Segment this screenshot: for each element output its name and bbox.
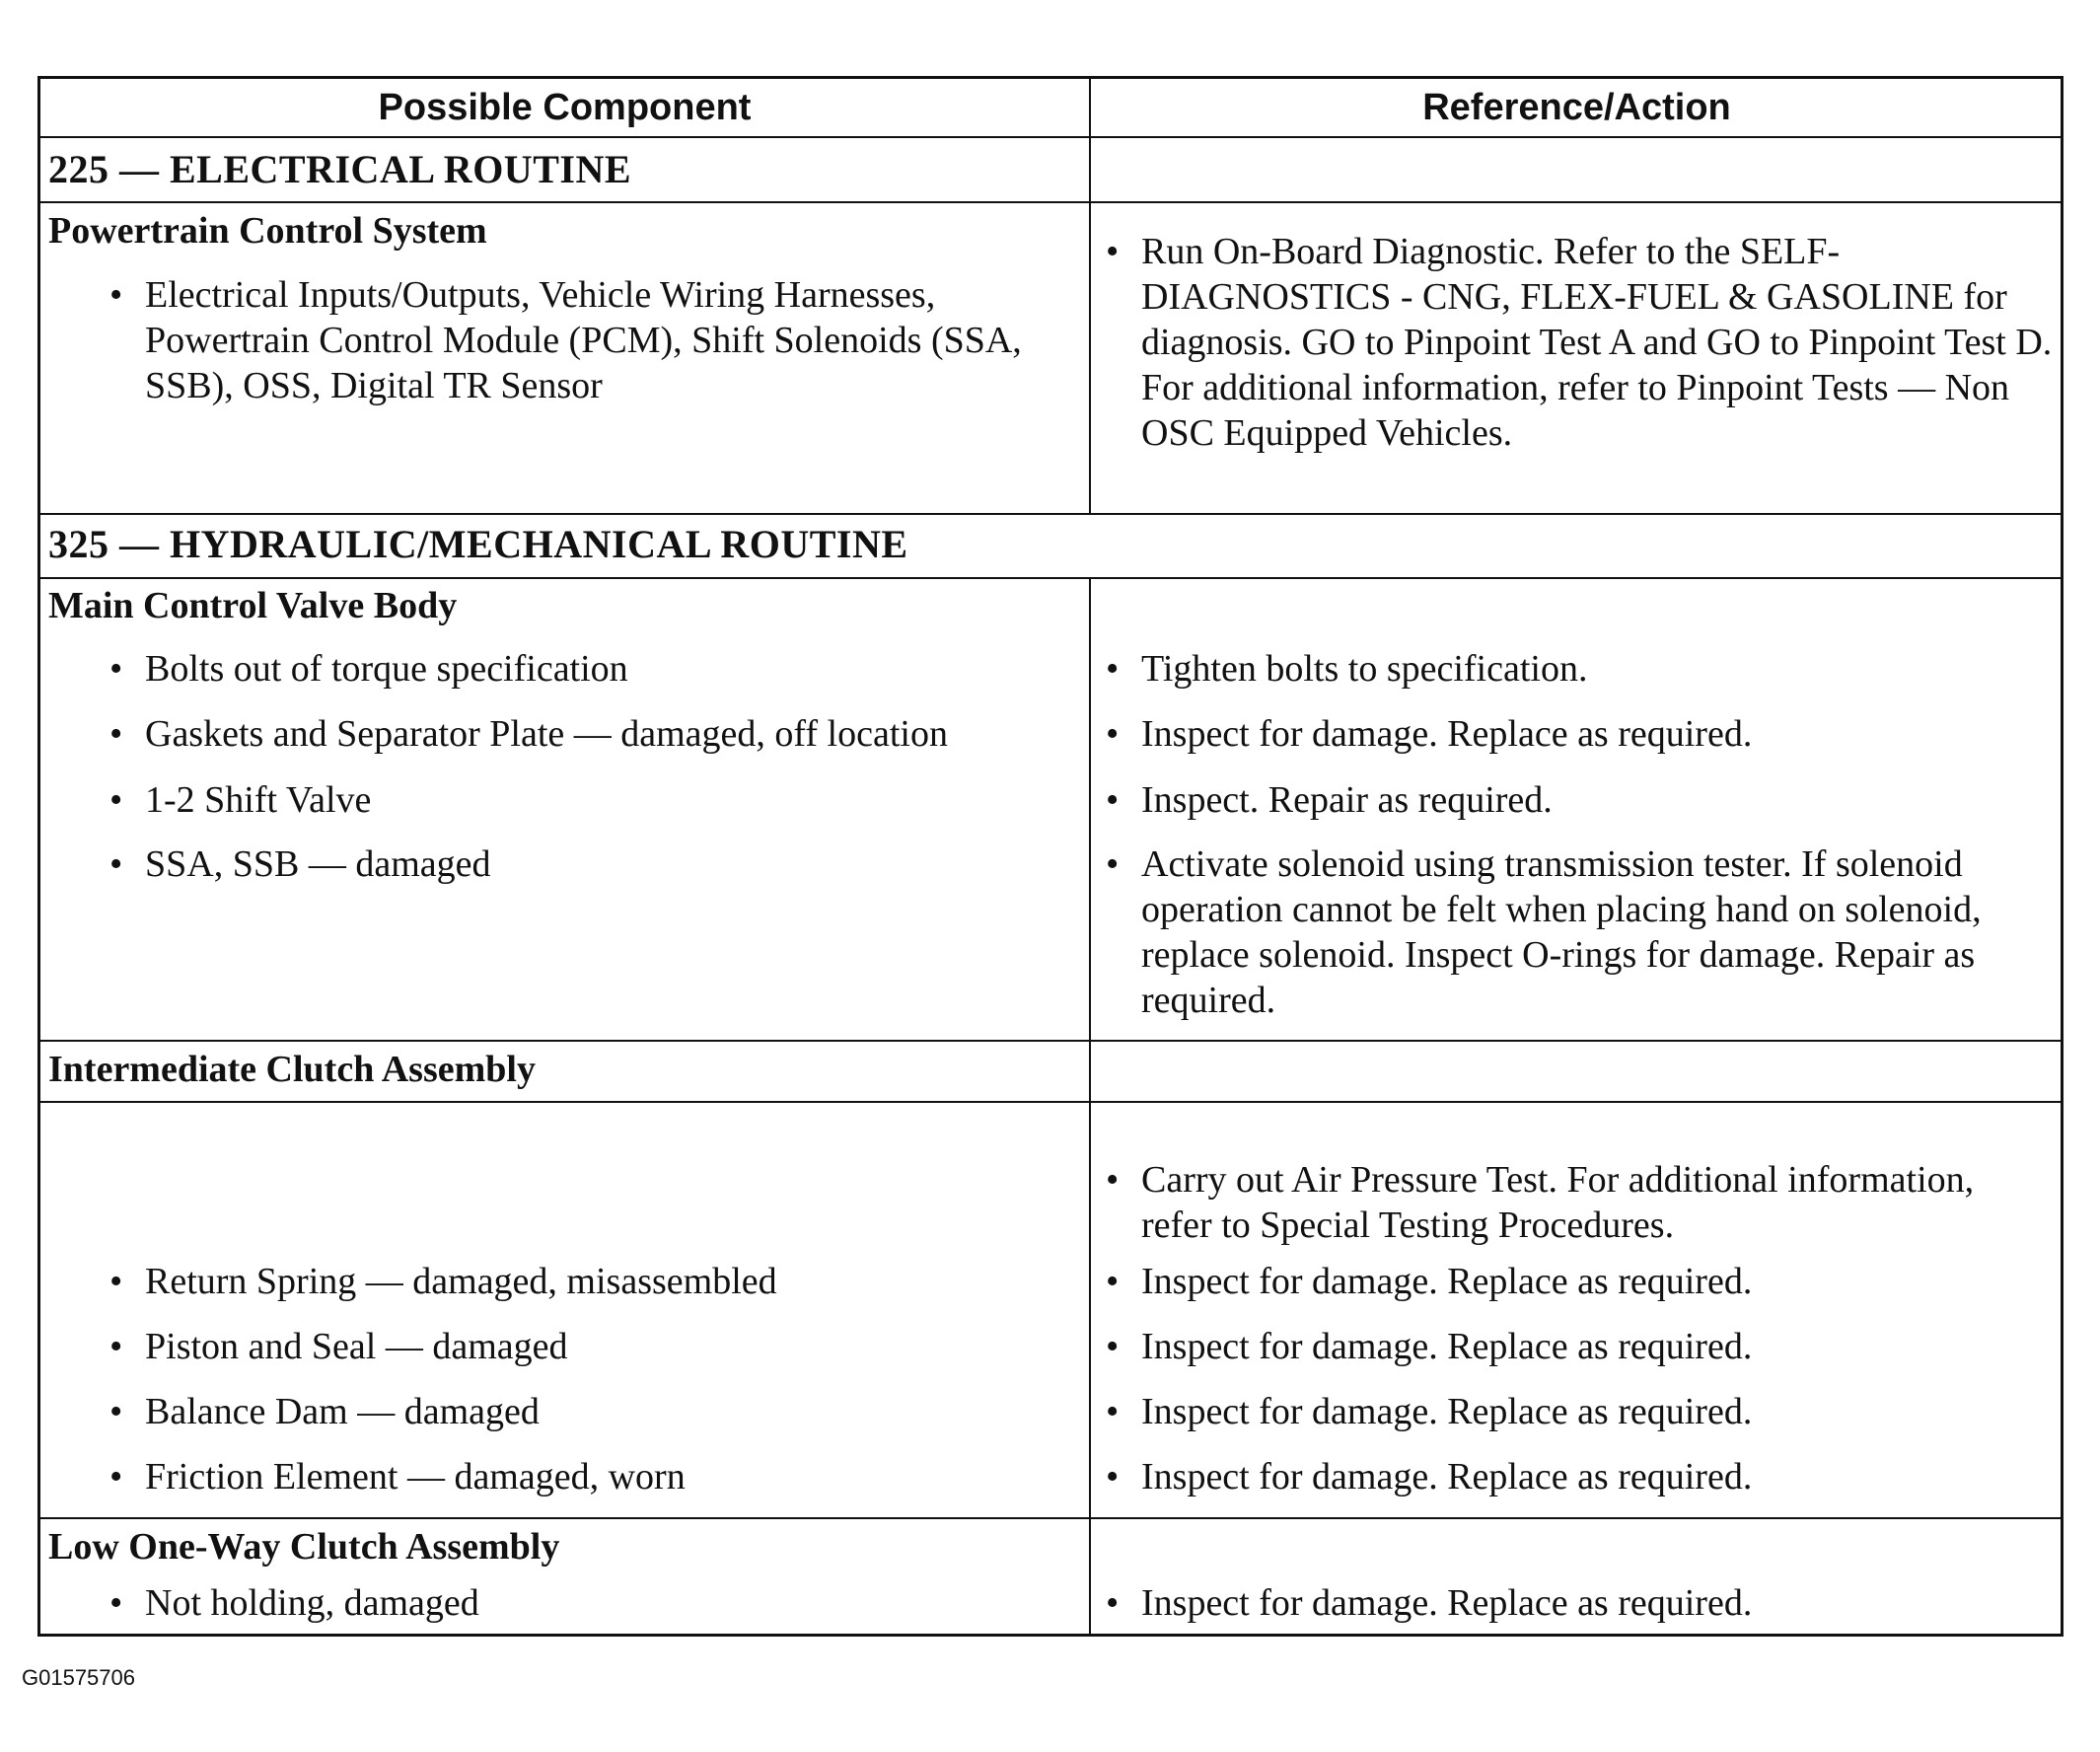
component-text: Not holding, damaged [145, 1582, 479, 1624]
component-item [109, 841, 1076, 887]
column-divider [1089, 577, 1091, 1637]
bullet: • [1106, 1261, 1120, 1302]
component-item [109, 1259, 1076, 1304]
diagnosis-table [37, 76, 2064, 1637]
section-title-electrical: 225 — ELECTRICAL ROUTINE [48, 147, 632, 191]
component-item [109, 272, 1076, 408]
header-possible-component: Possible Component [378, 87, 752, 128]
action-text: Inspect for damage. Replace as required. [1141, 1326, 1753, 1367]
component-item [109, 1324, 1076, 1369]
action-item [1106, 1324, 2053, 1369]
component-item [109, 711, 1076, 757]
action-text: Tighten bolts to specification. [1141, 648, 1588, 690]
column-divider [1089, 201, 1091, 513]
bullet: • [109, 843, 123, 885]
component-item [109, 1389, 1076, 1434]
action-item [1106, 711, 2053, 757]
component-text: Friction Element — damaged, worn [145, 1456, 686, 1497]
action-text: Run On-Board Diagnostic. Refer to the SELF-DIAGNOSTICS - CNG, FLEX-FUEL & GASOLINE for diagnosis. GO to Pinpoint Test A and GO to Pinpoint Test D. For additional information, refer to Pinpoint Tests — Non OSC Equipped Vehicles. [1141, 231, 2053, 454]
component-text: Return Spring — damaged, misassembled [145, 1261, 777, 1302]
rule [40, 513, 2061, 515]
bullet: • [109, 779, 123, 821]
rule [40, 1040, 2061, 1042]
column-divider [1089, 79, 1091, 201]
bullet: • [109, 1582, 123, 1624]
bullet: • [1106, 1159, 1120, 1201]
component-text: 1-2 Shift Valve [145, 779, 372, 821]
action-item [1106, 1259, 2053, 1304]
action-text: Inspect for damage. Replace as required. [1141, 713, 1753, 755]
component-item [109, 646, 1076, 692]
action-item [1106, 1157, 2053, 1248]
component-item [109, 777, 1076, 823]
component-text: SSA, SSB — damaged [145, 843, 491, 885]
bullet: • [109, 648, 123, 690]
action-item [1106, 646, 2053, 692]
rule [40, 201, 2061, 203]
action-item [1106, 1389, 2053, 1434]
action-item [1106, 229, 2053, 456]
action-item [1106, 841, 2053, 1023]
bullet: • [1106, 779, 1120, 821]
component-item [109, 1454, 1076, 1499]
component-text: Bolts out of torque specification [145, 648, 628, 690]
bullet: • [109, 1326, 123, 1367]
rule [40, 577, 2061, 579]
bullet: • [1106, 713, 1120, 755]
rule [40, 1517, 2061, 1519]
group-powertrain-control-system: Powertrain Control System [48, 210, 487, 252]
bullet: • [1106, 1582, 1120, 1624]
bullet: • [109, 274, 123, 316]
component-text: Piston and Seal — damaged [145, 1326, 568, 1367]
bullet: • [109, 1391, 123, 1432]
bullet: • [109, 1456, 123, 1497]
action-text: Activate solenoid using transmission tester. If solenoid operation cannot be felt when placing hand on solenoid, replace solenoid. Inspect O-rings for damage. Repair as required. [1141, 843, 1982, 1021]
header-reference-action: Reference/Action [1422, 87, 1731, 128]
bullet: • [109, 1261, 123, 1302]
action-text: Inspect for damage. Replace as required. [1141, 1261, 1753, 1302]
section-title-hydraulic-mechanical: 325 — HYDRAULIC/MECHANICAL ROUTINE [48, 522, 908, 566]
bullet: • [1106, 648, 1120, 690]
action-text: Inspect for damage. Replace as required. [1141, 1391, 1753, 1432]
group-main-control-valve-body: Main Control Valve Body [48, 585, 458, 626]
component-item [109, 1580, 1076, 1626]
group-low-one-way-clutch-assembly: Low One-Way Clutch Assembly [48, 1526, 560, 1568]
bullet: • [1106, 231, 1120, 272]
action-text: Inspect for damage. Replace as required. [1141, 1582, 1753, 1624]
component-text: Electrical Inputs/Outputs, Vehicle Wiring Harnesses, Powertrain Control Module (PCM), Shift Solenoids (SSA, SSB), OSS, Digital TR Sensor [145, 274, 1022, 406]
action-item [1106, 777, 2053, 823]
rule [40, 136, 2061, 138]
action-text: Carry out Air Pressure Test. For additional information, refer to Special Testing Procedures. [1141, 1159, 1975, 1246]
rule [40, 1101, 2061, 1103]
component-text: Gaskets and Separator Plate — damaged, off location [145, 713, 948, 755]
bullet: • [1106, 1391, 1120, 1432]
action-text: Inspect for damage. Replace as required. [1141, 1456, 1753, 1497]
action-text: Inspect. Repair as required. [1141, 779, 1553, 821]
bullet: • [109, 713, 123, 755]
action-item [1106, 1580, 2053, 1626]
component-text: Balance Dam — damaged [145, 1391, 540, 1432]
bullet: • [1106, 1456, 1120, 1497]
action-item [1106, 1454, 2053, 1499]
bullet: • [1106, 843, 1120, 885]
bullet: • [1106, 1326, 1120, 1367]
group-intermediate-clutch-assembly: Intermediate Clutch Assembly [48, 1049, 536, 1090]
figure-id: G01575706 [22, 1665, 135, 1690]
